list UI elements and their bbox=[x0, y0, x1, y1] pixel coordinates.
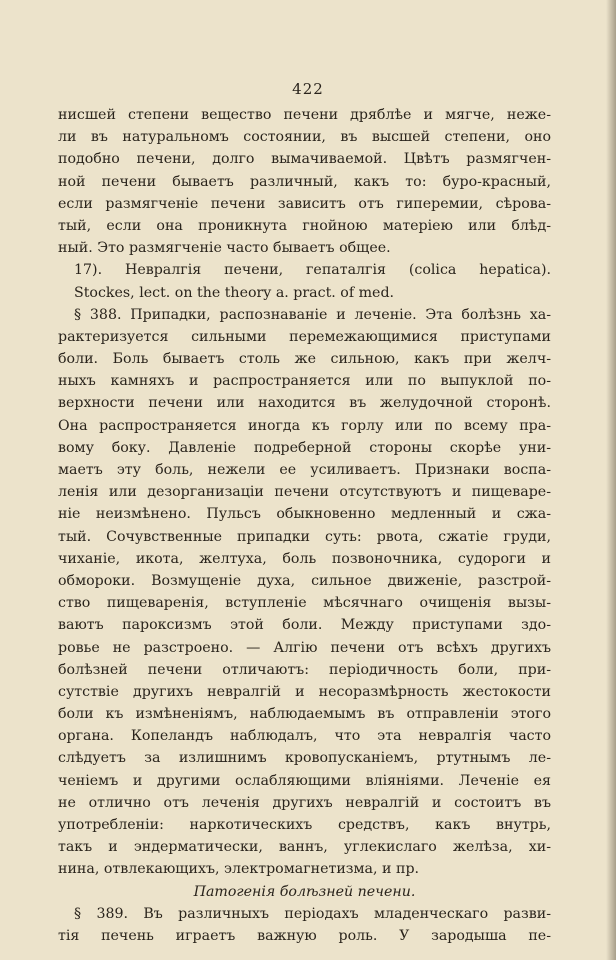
text-line: ровье не разстроено. — Алгію печени отъ всѣхъ другихъ bbox=[58, 639, 551, 656]
text-line: болѣзней печени отличаютъ: періодичность боли, при- bbox=[58, 661, 551, 678]
text-line: тія печень играетъ важную роль. У зародыша пе- bbox=[58, 927, 551, 944]
text-line: обмороки. Возмущеніе духа, сильное движеніе, разстрой- bbox=[58, 572, 551, 589]
text-line: ли въ натуральномъ состоянии, въ высшей степени, оно bbox=[58, 129, 551, 146]
text-line: ленія или дезорганизаціи печени отсутствуютъ и пищеваре- bbox=[58, 484, 551, 501]
paragraph-start: § 388. Припадки, распознаваніе и леченіе. Эта болѣзнь ха- bbox=[74, 306, 551, 323]
text-line: такъ и эндерматически, ваннъ, углекислаго желѣза, хи- bbox=[58, 839, 551, 856]
text-line: сутствіе другихъ невралгій и несоразмѣрность жестокости bbox=[58, 683, 551, 700]
section-heading: 17). Невралгія печени, гепаталгія (colica hepatica). bbox=[74, 262, 551, 279]
text-line: маетъ эту боль, нежели ее усиливаетъ. Признаки воспа- bbox=[58, 462, 551, 478]
text-line: боли къ измѣненіямъ, наблюдаемымъ въ отправленіи этого bbox=[58, 706, 551, 723]
text-line: подобно печени, долго вымачиваемой. Цвѣтъ размягчен- bbox=[58, 151, 551, 168]
text-line: слѣдуетъ за излишнимъ кровопусканіемъ, ртутнымъ ле- bbox=[58, 750, 551, 767]
text-line: чиханіе, икота, желтуха, боль позвоночника, судороги и bbox=[58, 550, 551, 567]
text-line: ный. Это размягченіе часто бываетъ общее. bbox=[58, 240, 391, 257]
text-line: верхности печени или находится въ желудочной сторонѣ. bbox=[58, 395, 551, 412]
text-line: ченіемъ и другими ослабляющими вліяніями. Леченіе ея bbox=[58, 772, 551, 789]
page-text bbox=[58, 104, 551, 947]
text-line: ніе неизмѣнено. Пульсъ обыкновенно медленный и сжа- bbox=[58, 506, 551, 523]
page-edge-shadow bbox=[606, 0, 616, 960]
text-line: нисшей степени вещество печени дряблѣе и мягче, неже- bbox=[58, 107, 551, 123]
text-line: употребленіи: наркотическихъ средствъ, какъ внутрь, bbox=[58, 817, 551, 833]
text-line: не отлично отъ леченія другихъ невралгій и состоитъ въ bbox=[58, 794, 551, 811]
page-number: 422 bbox=[292, 80, 324, 98]
text-line: тый, если она проникнута гнойною матеріею или блѣд- bbox=[58, 217, 551, 234]
text-line: Она распространяется иногда къ горлу или по всему пра- bbox=[58, 417, 551, 434]
text-line: органа. Копеландъ наблюдалъ, что эта невралгія часто bbox=[58, 728, 551, 745]
subsection-heading: Патогенія болѣзней печени. bbox=[193, 883, 416, 900]
text-line: вому боку. Давленіе подреберной стороны скорѣе уни- bbox=[58, 439, 551, 456]
text-line: ныхъ камняхъ и распространяется или по выпуклой по- bbox=[58, 373, 551, 390]
text-line: нина, отвлекающихъ, электромагнетизма, и пр. bbox=[58, 861, 420, 878]
reference-line: Stockes, lect. on the theory a. pract. of med. bbox=[74, 284, 395, 301]
paragraph-start: § 389. Въ различныхъ періодахъ младенческаго разви- bbox=[74, 905, 551, 922]
text-line: ной печени бываетъ различный, какъ то: буро-красный, bbox=[58, 173, 551, 190]
text-line: боли. Боль бываетъ столь же сильною, какъ при желч- bbox=[58, 351, 551, 368]
text-line: если размягченіе печени зависитъ отъ гиперемии, сѣрова- bbox=[58, 195, 551, 212]
text-line: ваютъ пароксизмъ этой боли. Между приступами здо- bbox=[58, 617, 551, 634]
text-line: тый. Сочувственные припадки суть: рвота, сжатіе груди, bbox=[58, 528, 551, 545]
text-line: ство пищеваренія, вступленіе мѣсячнаго очищенія вызы- bbox=[58, 595, 551, 612]
text-line: рактеризуется сильными перемежающимися приступами bbox=[58, 328, 551, 345]
